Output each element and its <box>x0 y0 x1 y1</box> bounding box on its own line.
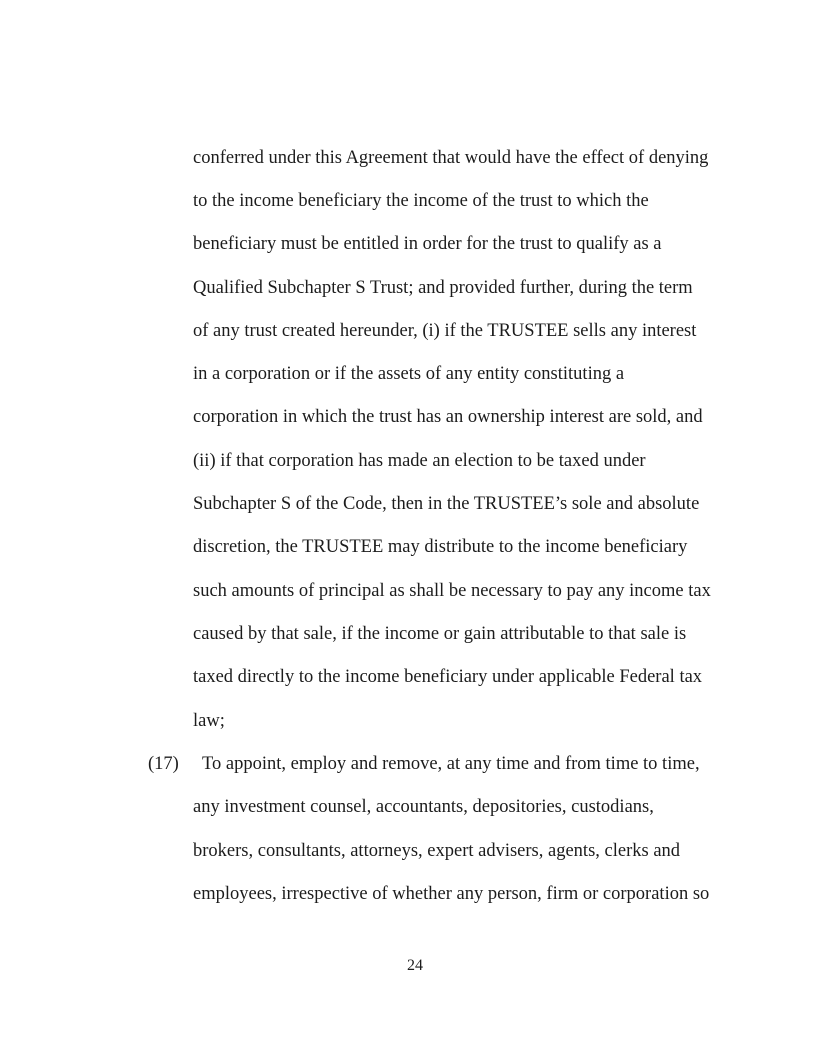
page-number: 24 <box>407 957 423 974</box>
paragraph-line: Qualified Subchapter S Trust; and provided further, during the term <box>193 278 693 298</box>
paragraph-line: Subchapter S of the Code, then in the TRUSTEE’s sole and absolute <box>193 494 700 514</box>
item-number: (17) <box>148 754 179 774</box>
paragraph-line: in a corporation or if the assets of any entity constituting a <box>193 364 625 384</box>
paragraph-line: (ii) if that corporation has made an election to be taxed under <box>193 451 646 471</box>
paragraph-line: law; <box>193 711 225 731</box>
paragraph-line: such amounts of principal as shall be necessary to pay any income tax <box>193 581 711 601</box>
paragraph-line: beneficiary must be entitled in order for the trust to qualify as a <box>193 234 662 254</box>
paragraph-line: discretion, the TRUSTEE may distribute to the income beneficiary <box>193 537 688 557</box>
paragraph-line: to the income beneficiary the income of the trust to which the <box>193 191 649 211</box>
item-line: brokers, consultants, attorneys, expert advisers, agents, clerks and <box>193 841 681 861</box>
paragraph-line: taxed directly to the income beneficiary under applicable Federal tax <box>193 667 703 687</box>
paragraph-line: corporation in which the trust has an ownership interest are sold, and <box>193 407 703 427</box>
item-line: any investment counsel, accountants, depositories, custodians, <box>193 797 654 817</box>
item-line: To appoint, employ and remove, at any time and from time to time, <box>202 754 700 774</box>
paragraph-line: caused by that sale, if the income or gain attributable to that sale is <box>193 624 687 644</box>
item-line: employees, irrespective of whether any person, firm or corporation so <box>193 884 710 904</box>
paragraph-line: conferred under this Agreement that would have the effect of denying <box>193 148 709 168</box>
paragraph-line: of any trust created hereunder, (i) if the TRUSTEE sells any interest <box>193 321 697 341</box>
